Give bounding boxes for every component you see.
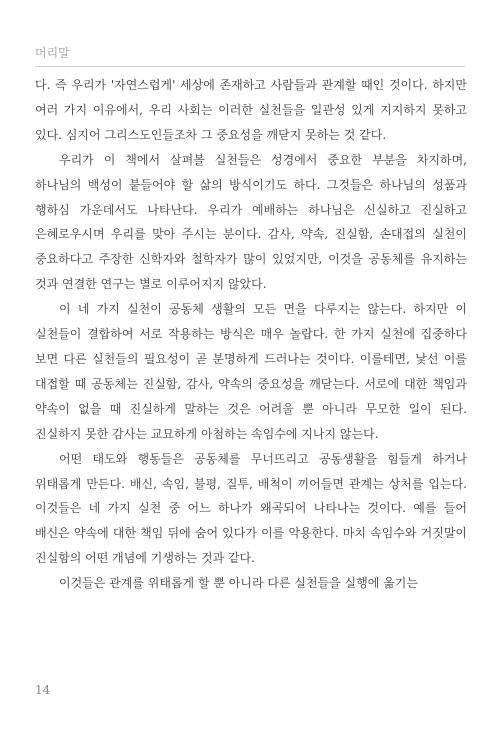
running-head: 머리말 xyxy=(35,46,70,60)
paragraph: 우리가 이 책에서 살펴볼 실천들은 성경에서 중요한 부분을 차지하며, 하나님의 백성이 붙들어야 할 삶의 방식이기도 하다. 그것들은 하나님의 성품과 행하심 가운데서도 나타난다. 우리가 예배하는 하나님은 신실하고 진실하고 은혜로우시며 우리를 맞아 주시는 분이다. 감사, 약속, 진실함, 손대접의 실천이 중요하다고 주장한 신학자와 철학자가 많이 있었지만, 이것을 공동체를 유지하는 것과 연결한 연구는 별로 이루어지지 않았다. xyxy=(35,152,467,292)
paragraph: 다. 즉 우리가 '자연스럽게' 세상에 존재하고 사람들과 관계할 때인 것이다. 하지만 여러 가지 이유에서, 우리 사회는 이러한 실천들을 일관성 있게 지지하지 못하고 있다. 심지어 그리스도인들조차 그 중요성을 깨닫지 못하는 것 같다. xyxy=(35,78,467,142)
page-number: 14 xyxy=(35,683,51,697)
paragraph: 어떤 태도와 행동들은 공동체를 무너뜨리고 공동생활을 힘들게 하거나 위태롭게 만든다. 배신, 속임, 불평, 질투, 배척이 끼어들면 관계는 상처를 입는다. 이것들은 네 가지 실천 중 어느 하나가 왜곡되어 나타나는 것이다. 예를 들어 배신은 약속에 대한 책임 뒤에 숨어 있다가 이를 악용한다. 마치 속임수와 거짓말이 진실함의 어떤 개념에 기생하는 것과 같다. xyxy=(35,451,467,566)
paragraph: 이 네 가지 실천이 공동체 생활의 모든 면을 다루지는 않는다. 하지만 이 실천들이 결합하여 서로 작용하는 방식은 매우 놀랍다. 한 가지 실천에 집중하다 보면 다른 실천들의 필요성이 곧 분명하게 드러나는 것이다. 이를테면, 낯선 이를 대접할 때 공동체는 진실함, 감사, 약속의 중요성을 깨닫는다. 서로에 대한 책임과 약속이 없을 때 진실하게 말하는 것은 어려울 뿐 아니라 무모한 일이 된다. 진실하지 못한 감사는 교묘하게 아첨하는 속임수에 지나지 않는다. xyxy=(35,302,467,441)
paragraph: 이것들은 관계를 위태롭게 할 뿐 아니라 다른 실천들을 실행에 옮기는 xyxy=(59,576,418,591)
body-text xyxy=(35,73,467,596)
header-rule xyxy=(35,66,465,67)
